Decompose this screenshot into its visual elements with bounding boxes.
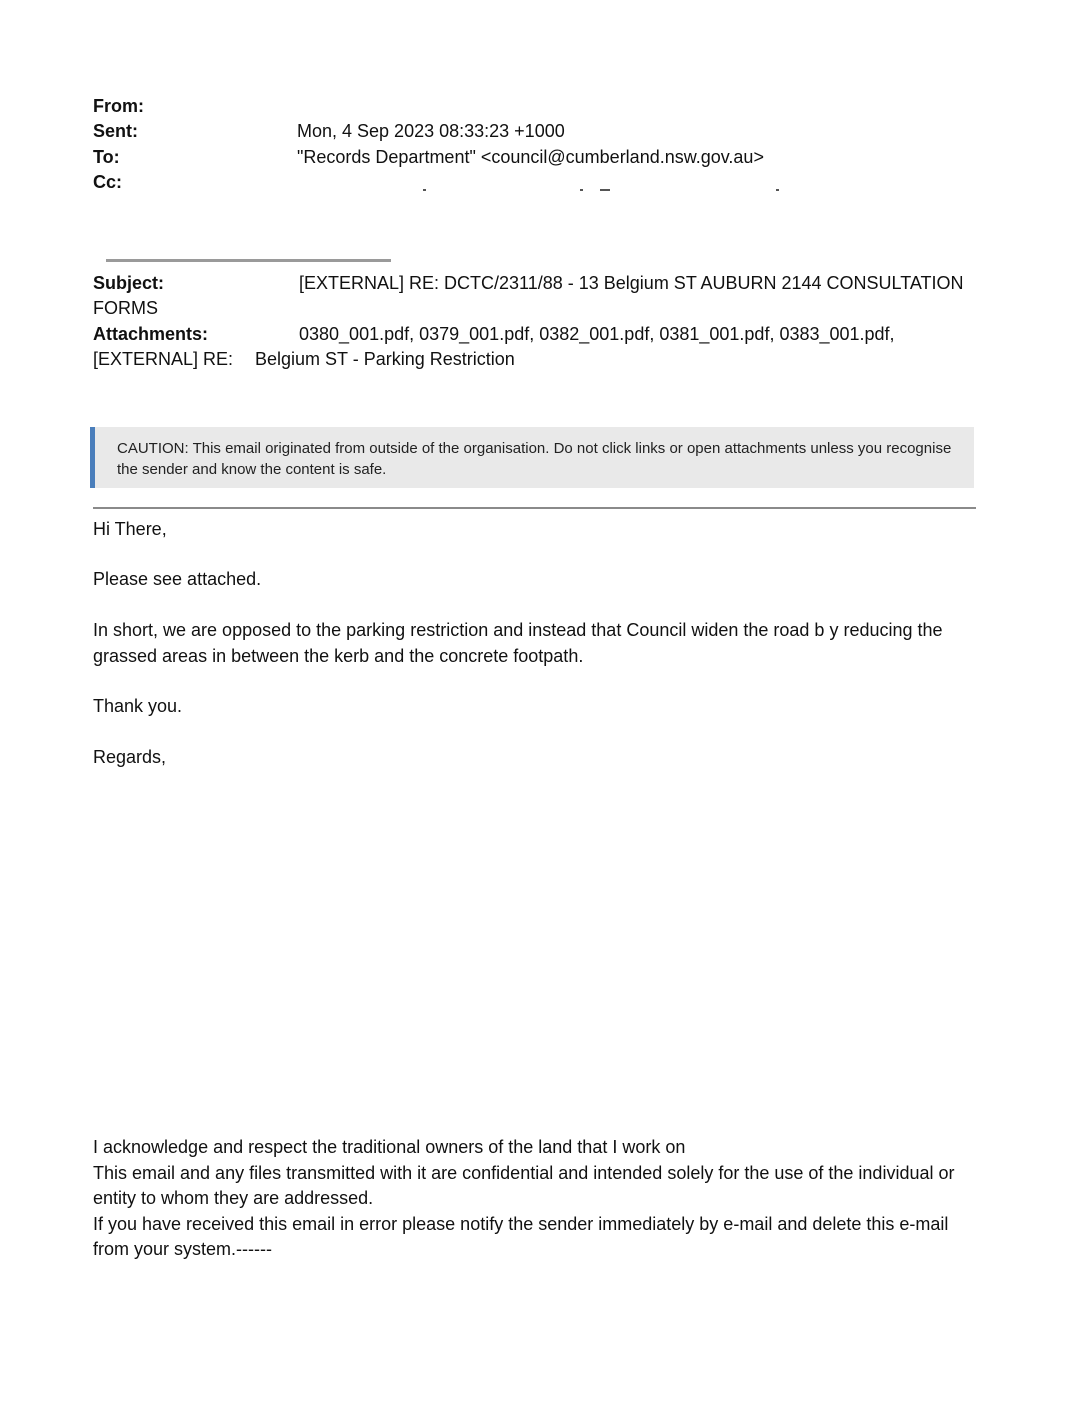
caution-banner (90, 427, 974, 488)
greeting: Hi There, (93, 519, 167, 539)
redaction-mark (600, 189, 610, 191)
external-prefix: [EXTERNAL] RE: (93, 349, 234, 369)
attachments-value[interactable]: 0380_001.pdf, 0379_001.pdf, 0382_001.pdf, 0381_001.pdf, 0383_001.pdf, (299, 324, 895, 344)
redaction-mark (580, 189, 583, 191)
attachments-label: Attachments: (93, 324, 209, 344)
footer-line-2: This email and any files transmitted with it are confidential and intended solely for the use of the individual or entity to whom they are addressed. (93, 1162, 955, 1208)
caution-text: CAUTION: This email originated from outside of the organisation. Do not click links or open attachments unless you recognise the sender and know the content is safe. (117, 440, 952, 478)
subject-value: [EXTERNAL] RE: DCTC/2311/88 - 13 Belgium ST AUBURN 2144 CONSULTATION (299, 273, 964, 293)
to-label: To: (93, 147, 120, 167)
from-label: From: (93, 96, 144, 116)
body-paragraph-3: Thank you. (93, 696, 183, 716)
divider (93, 507, 976, 509)
redaction-mark (423, 189, 426, 191)
sent-label: Sent: (93, 121, 138, 141)
redaction-mark (106, 259, 391, 262)
subject-continuation: FORMS (93, 298, 158, 318)
body-paragraph-1: Please see attached. (93, 569, 262, 589)
cc-label: Cc: (93, 172, 123, 192)
footer-line-1: I acknowledge and respect the traditional owners of the land that I work on (93, 1137, 686, 1157)
footer-line-3: If you have received this email in error please notify the sender immediately by e-mail and delete this e-mail from your system.------ (93, 1213, 949, 1259)
to-value: "Records Department" <council@cumberland.nsw.gov.au> (297, 147, 764, 167)
sent-value: Mon, 4 Sep 2023 08:33:23 +1000 (297, 121, 565, 141)
subject-label: Subject: (93, 273, 165, 293)
footer-disclaimer (93, 1135, 978, 1263)
body-paragraph-2: In short, we are opposed to the parking restriction and instead that Council widen the road b y reducing the grassed areas in between the kerb and the concrete footpath. (93, 620, 943, 666)
body-paragraph-4: Regards, (93, 747, 167, 767)
external-subject: Belgium ST - Parking Restriction (255, 349, 515, 369)
redaction-mark (776, 189, 779, 191)
